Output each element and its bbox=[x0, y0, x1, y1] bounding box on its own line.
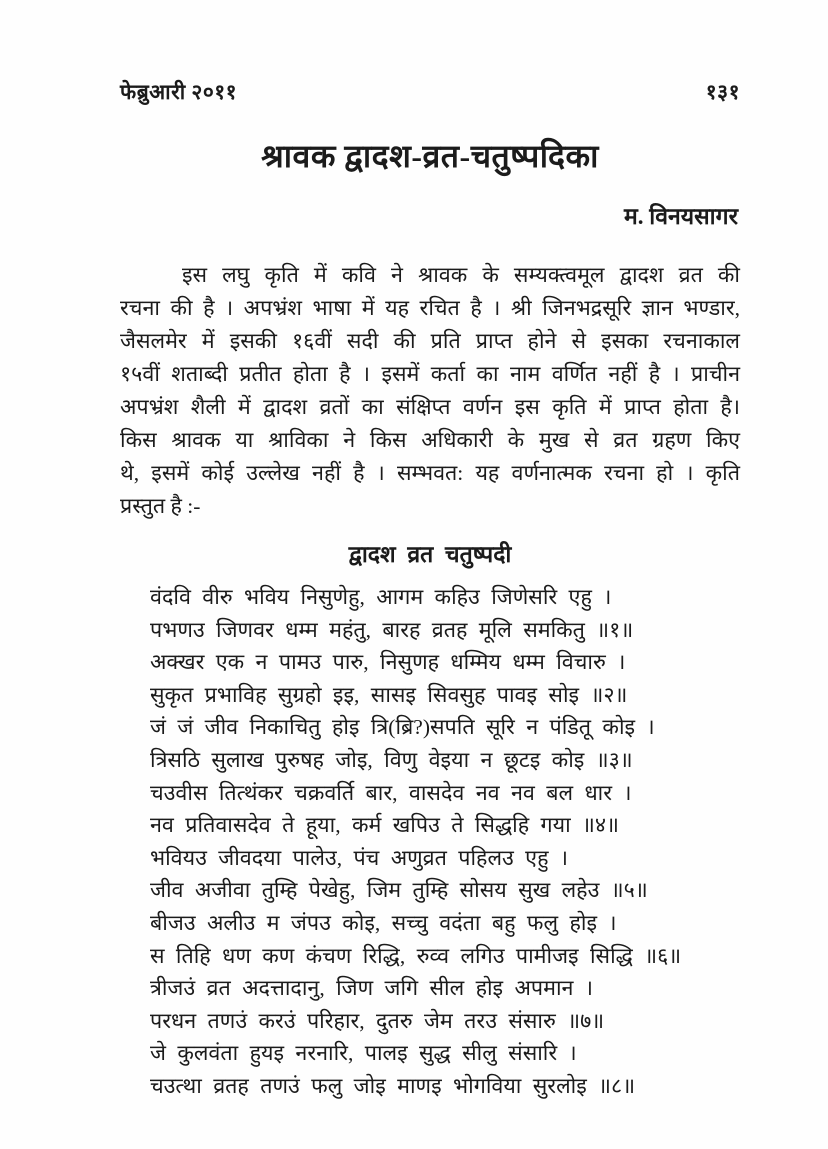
verse-line: पभणउ जिणवर धम्म महंतु, बारह व्रतह मूलि समकितु ॥१॥ bbox=[150, 617, 634, 642]
intro-paragraph bbox=[120, 259, 740, 523]
paragraph-line: प्रस्तुत है :- bbox=[120, 494, 201, 518]
page-number: १३१ bbox=[705, 80, 740, 104]
verse-line: त्रिसठि सुलाख पुरुषह जोइ, विणु वेइया न छूटइ कोइ ॥३॥ bbox=[150, 747, 633, 772]
verse-line: भवियउ जीवदया पालेउ, पंच अणुव्रत पहिलउ एहु । bbox=[150, 845, 569, 870]
verse-line: त्रीजउं व्रत अदत्तादानु, जिण जगि सील होइ अपमान । bbox=[150, 976, 593, 1001]
verse-line: अक्खर एक न पामउ पारु, निसुणह धम्मिय धम्म विचारु । bbox=[150, 650, 626, 675]
paragraph-line: इस लघु कृति में कवि ने श्रावक के सम्यक्त्वमूल द्वादश व्रत की bbox=[182, 263, 740, 287]
verse-line: नव प्रतिवासदेव ते हूया, कर्म खपिउ ते सिद्धहि गया ॥४॥ bbox=[150, 813, 619, 838]
verse-line: चउवीस तित्थंकर चक्रवर्ति बार, वासदेव नव नव बल धार । bbox=[150, 780, 632, 805]
paragraph-line: १५वीं शताब्दी प्रतीत होता है । इसमें कर्ता का नाम वर्णित नहीं है । प्राचीन bbox=[120, 362, 740, 386]
verse-line: वंदवि वीरु भविय निसुणेहु, आगम कहिउ जिणेसरि एहु । bbox=[150, 585, 612, 609]
issue-date: फेब्रुआरी २०११ bbox=[120, 80, 238, 104]
page-header bbox=[120, 78, 740, 106]
verse-line: जे कुलवंता हुयइ नरनारि, पालइ सुद्ध सीलु संसारि । bbox=[150, 1041, 577, 1066]
section-heading: द्वादश व्रत चतुष्पदी bbox=[348, 542, 512, 567]
verse-line: जीव अजीवा तुम्हि पेखेहु, जिम तुम्हि सोसय सुख लहेउ ॥५॥ bbox=[150, 878, 648, 903]
paragraph-line: थे, इसमें कोई उल्लेख नहीं है । सम्भवत: यह वर्णनात्मक रचना हो । कृति bbox=[120, 461, 740, 485]
verse-block bbox=[120, 581, 740, 1103]
verse-line: सुकृत प्रभाविह सुग्रहो इइ, सासइ सिवसुह पावइ सोइ ॥२॥ bbox=[150, 682, 628, 707]
verse-line: बीजउ अलीउ म जंपउ कोइ, सच्चु वदंता बहु फलु होइ । bbox=[150, 910, 617, 935]
paragraph-line: जैसलमेर में इसकी १६वीं सदी की प्रति प्राप्त होने से इसका रचनाकाल bbox=[120, 329, 740, 353]
author-name: म. विनयसागर bbox=[624, 204, 738, 229]
paragraph-line: रचना की है । अपभ्रंश भाषा में यह रचित है । श्री जिनभद्रसूरि ज्ञान भण्डार, bbox=[120, 296, 740, 320]
paragraph-line: अपभ्रंश शैली में द्वादश व्रतों का संक्षिप्त वर्णन इस कृति में प्राप्त होता है। bbox=[120, 395, 741, 419]
paragraph-line: किस श्रावक या श्राविका ने किस अधिकारी के मुख से व्रत ग्रहण किए bbox=[120, 428, 740, 452]
verse-line: चउत्था व्रतह तणउं फलु जोइ माणइ भोगविया सुरलोइ ॥८॥ bbox=[150, 1073, 636, 1098]
verse-line: परधन तणउं करउं परिहार, दुतरु जेम तरउ संसारु ॥७॥ bbox=[150, 1008, 605, 1033]
article-title: श्रावक द्वादश-व्रत-चतुष्पदिका bbox=[261, 138, 599, 174]
verse-line: स तिहि धण कण कंचण रिद्धि, रुव्व लगिउ पामीजइ सिद्धि ॥६॥ bbox=[150, 943, 682, 968]
verse-line: जं जं जीव निकाचितु होइ त्रि(ब्रि?)सपति सूरि न पंडितू कोइ । bbox=[150, 715, 655, 740]
